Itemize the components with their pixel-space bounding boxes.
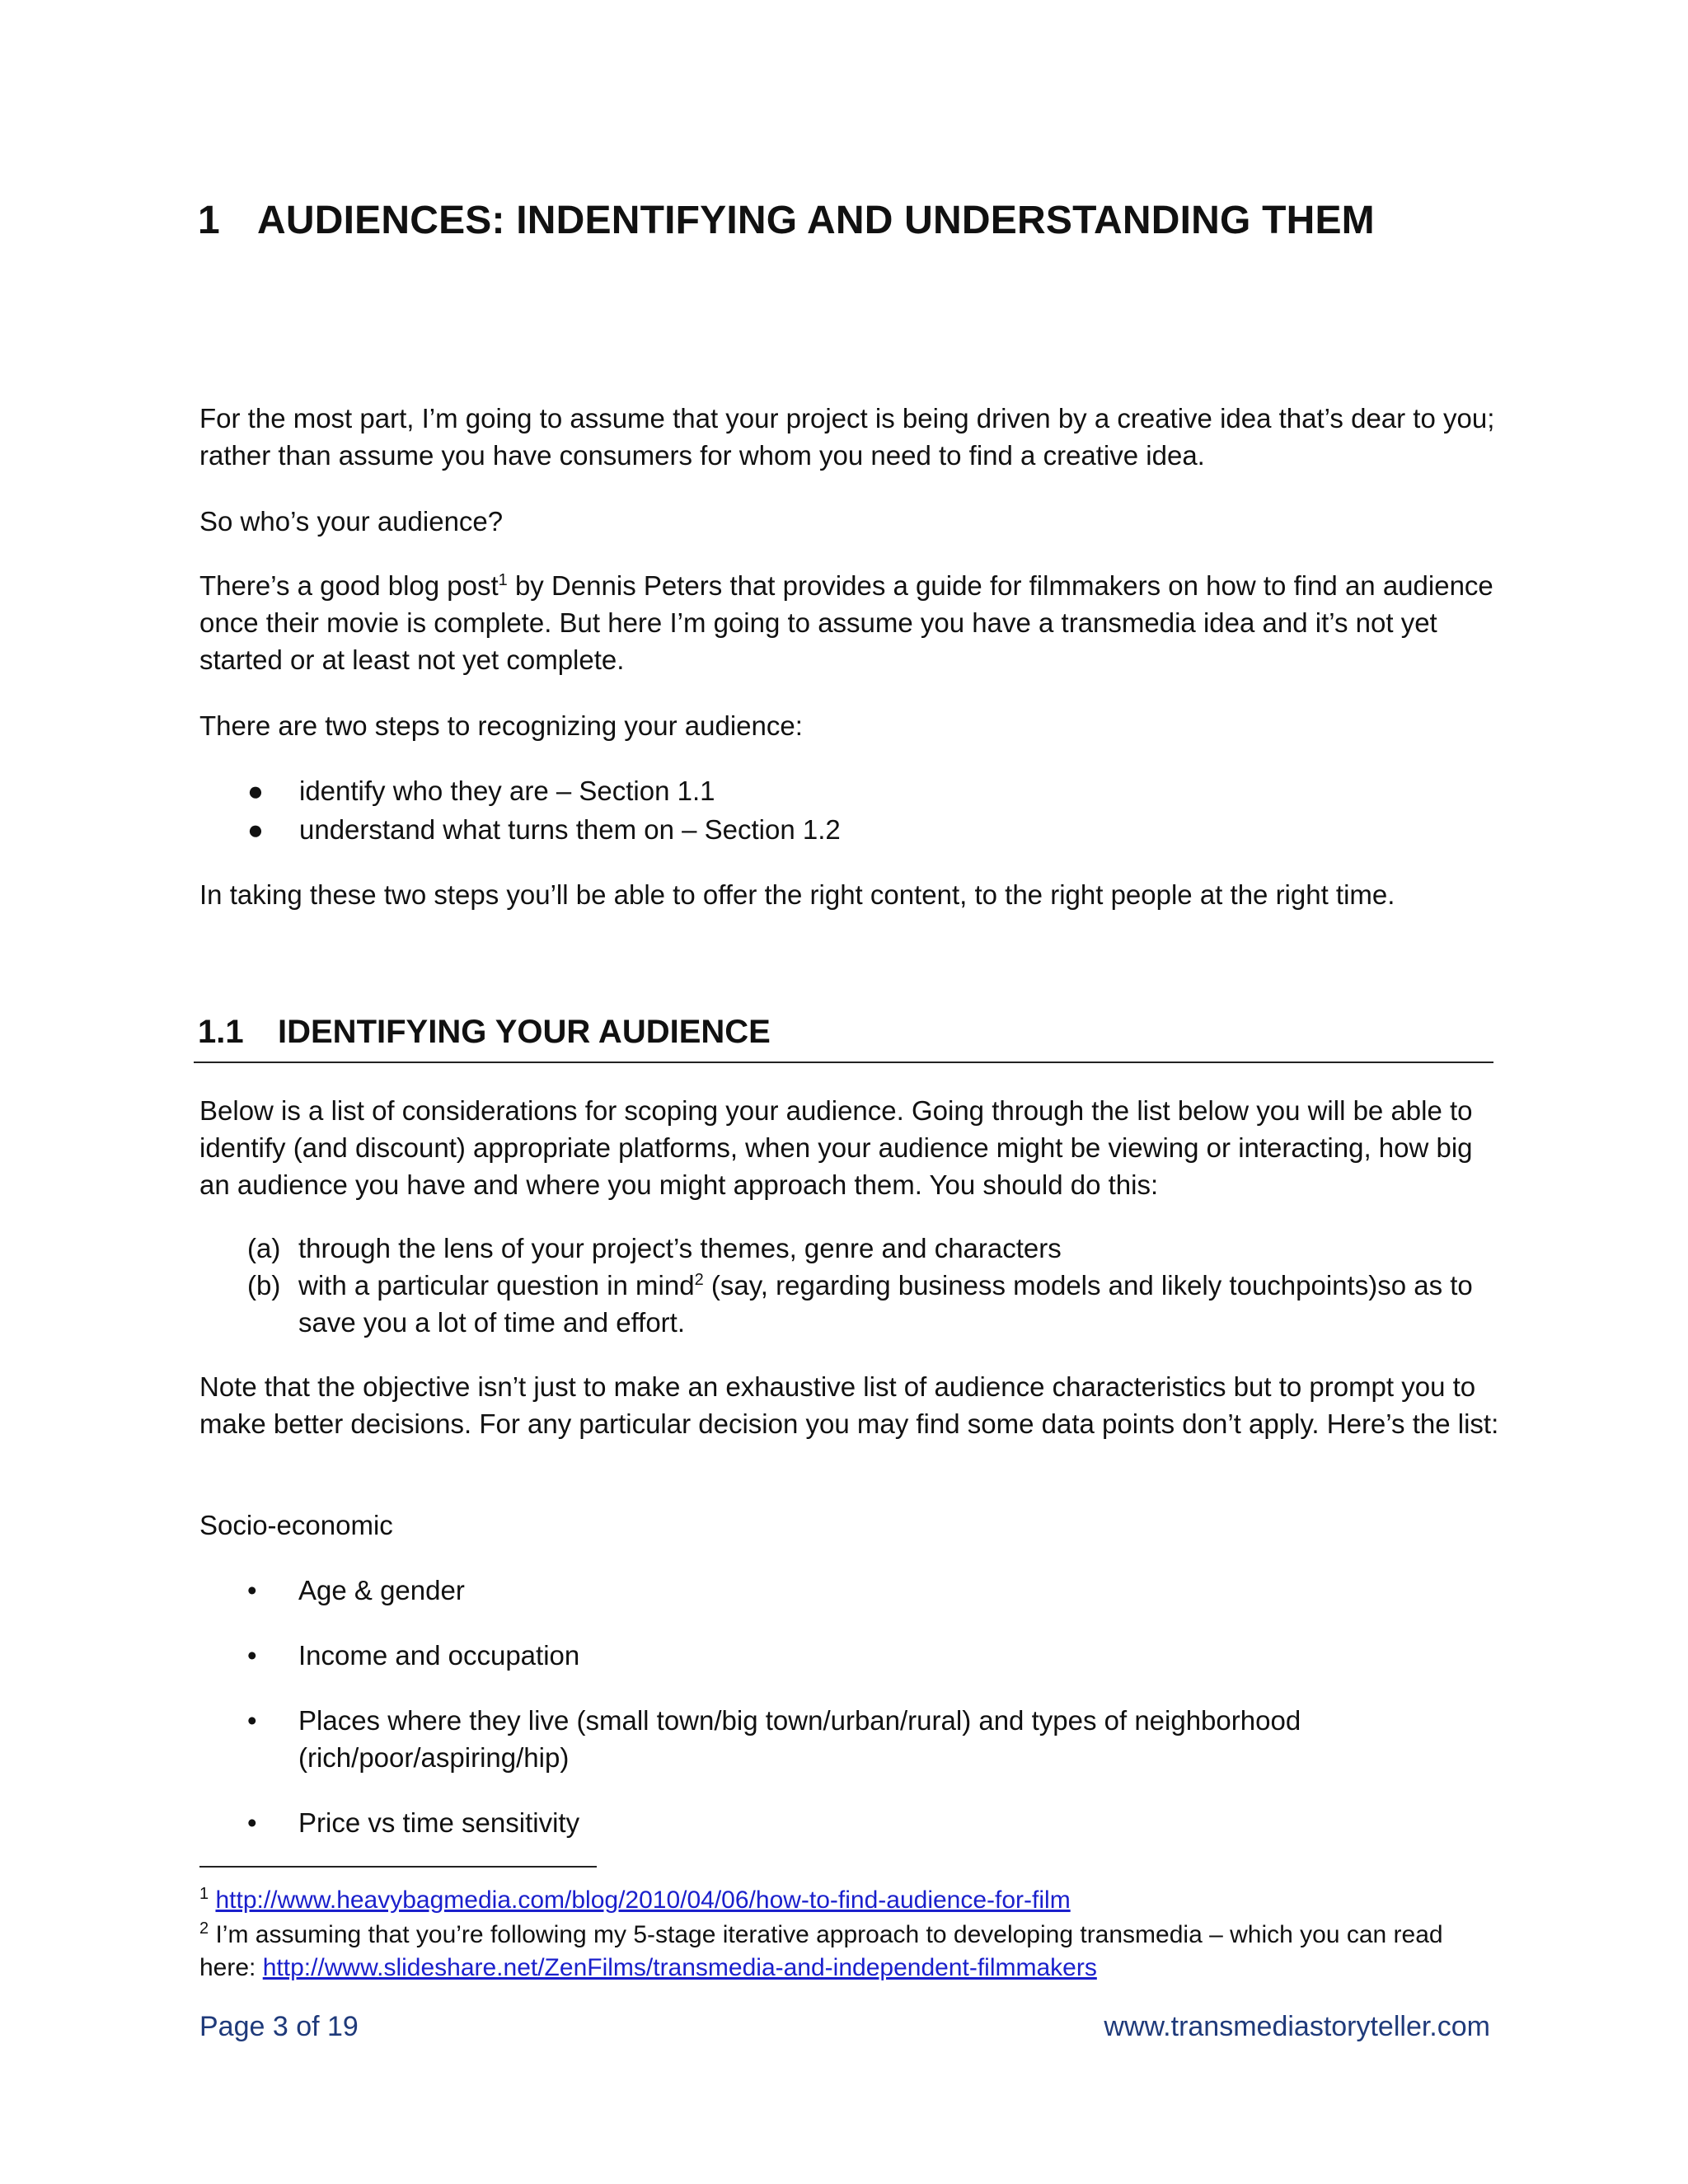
chapter-title: AUDIENCES: INDENTIFYING AND UNDERSTANDING THEM xyxy=(257,199,1375,242)
footer-site[interactable]: www.transmediastoryteller.com xyxy=(1104,2011,1490,2042)
bullet-icon: • xyxy=(247,1705,257,1736)
footnote-2-mark: 2 xyxy=(199,1919,209,1938)
socio-economic-label: Socio-economic xyxy=(199,1510,393,1540)
section-number: 1.1 xyxy=(198,1014,244,1050)
bullet-icon: • xyxy=(247,1807,257,1838)
footnote-1-mark: 1 xyxy=(199,1885,209,1903)
socio-bullet-4: Price vs time sensitivity xyxy=(298,1807,580,1838)
list-label-b: (b) xyxy=(247,1270,281,1301)
socio-bullet-1: Age & gender xyxy=(298,1575,465,1605)
footnote-2 xyxy=(199,1919,1502,1985)
intro-paragraph-3-end: by Dennis Peters that provides a guide for filmmakers on how to find an audience once their movie is complete. But here I’m going to assume you have a transmedia idea and it’s not yet started or at least not yet complete. xyxy=(199,570,1493,675)
section-paragraph-1: Below is a list of considerations for scoping your audience. Going through the list below you will be able to identify (and discount) appropriate platforms, when your audience might be viewing or interacting, how big an audience you have and where you might approach them. You should do this: xyxy=(199,1095,1473,1200)
list-item-b-end: (say, regarding business models and likely touchpoints)so as to save you a lot of time and effort. xyxy=(298,1270,1473,1338)
footnote-1 xyxy=(199,1884,1518,1917)
footnote-2-text: I’m assuming that you’re following my 5-stage iterative approach to developing transmedia – which you can read here: xyxy=(199,1921,1443,1981)
section-heading xyxy=(198,1014,771,1051)
footnote-2-link[interactable]: http://www.slideshare.net/ZenFilms/transmedia-and-independent-filmmakers xyxy=(262,1954,1097,1981)
intro-paragraph-3-start: There’s a good blog post xyxy=(199,570,499,601)
section-paragraph-2: Note that the objective isn’t just to make an exhaustive list of audience characteristics but to prompt you to make better decisions. For any particular decision you may find some data points don’t apply. Here’s the list: xyxy=(199,1371,1499,1439)
intro-paragraph-1: For the most part, I’m going to assume that your project is being driven by a creative idea that’s dear to you; rather than assume you have consumers for whom you need to find a creative idea. xyxy=(199,403,1495,471)
section-title: IDENTIFYING YOUR AUDIENCE xyxy=(278,1014,771,1050)
socio-bullet-3: Places where they live (small town/big town/urban/rural) and types of neighborhood (rich/poor/aspiring/hip) xyxy=(298,1705,1301,1773)
intro-paragraph-5: In taking these two steps you’ll be able to offer the right content, to the right people at the right time. xyxy=(199,879,1395,910)
list-item-b xyxy=(298,1267,1502,1341)
bullet-icon: • xyxy=(247,1640,257,1671)
intro-paragraph-3 xyxy=(199,567,1502,678)
bullet-icon: ● xyxy=(247,776,264,806)
chapter-heading xyxy=(198,198,1375,243)
chapter-number: 1 xyxy=(198,199,220,242)
intro-paragraph-4: There are two steps to recognizing your audience: xyxy=(199,710,803,741)
list-label-a: (a) xyxy=(247,1233,281,1263)
socio-bullet-2: Income and occupation xyxy=(298,1640,580,1671)
bullet-icon: • xyxy=(247,1575,257,1605)
footnote-separator xyxy=(199,1866,597,1868)
bullet-icon: ● xyxy=(247,814,264,845)
page-number: Page 3 of 19 xyxy=(199,2011,359,2042)
section-heading-rule xyxy=(194,1062,1493,1063)
intro-bullet-2: understand what turns them on – Section 1.2 xyxy=(299,814,841,845)
list-item-b-start: with a particular question in mind xyxy=(298,1270,695,1301)
footnote-1-link[interactable]: http://www.heavybagmedia.com/blog/2010/04/06/how-to-find-audience-for-film xyxy=(215,1886,1071,1914)
footnote-ref-1[interactable]: 1 xyxy=(498,571,508,589)
footnote-ref-2[interactable]: 2 xyxy=(694,1271,704,1289)
intro-bullet-1: identify who they are – Section 1.1 xyxy=(299,776,715,806)
intro-paragraph-2: So who’s your audience? xyxy=(199,506,504,537)
list-item-a: through the lens of your project’s themes, genre and characters xyxy=(298,1233,1062,1263)
